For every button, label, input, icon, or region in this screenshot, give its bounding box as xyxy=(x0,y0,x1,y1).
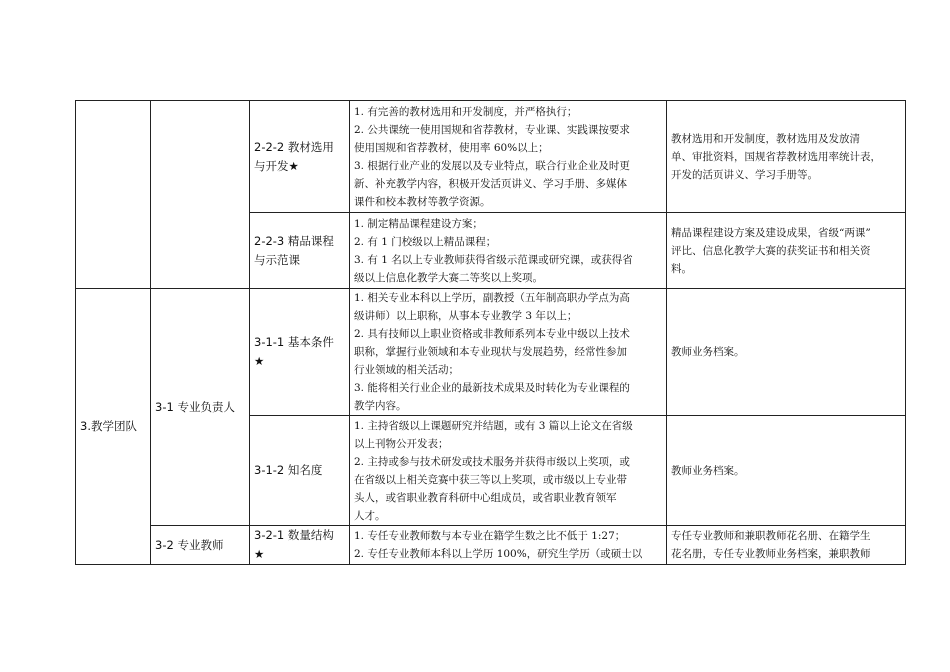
indicator-line: 2-2-2 教材选用 xyxy=(254,139,334,154)
standard-line: 使用国规和省荐教材，使用率 60%以上； xyxy=(354,141,549,154)
standard-line: 1. 主持省级以上课题研究并结题，或有 3 篇以上论文在省级 xyxy=(354,419,633,432)
table-row xyxy=(76,526,906,565)
standard-line: 头人，或省职业教育科研中心组成员，或省职业教育领军 xyxy=(354,491,617,504)
standard-line: 3. 能将相关行业企业的最新技术成果及时转化为专业课程的 xyxy=(354,382,630,394)
evidence-line: 花名册，专任专业教师业务档案，兼职教师 xyxy=(671,548,871,560)
standard-line: 1. 制定精品课程建设方案； xyxy=(354,217,483,230)
standard-line: 课件和校本教材等教学资源。 xyxy=(354,195,491,208)
evidence-line: 开发的活页讲义、学习手册等。 xyxy=(671,168,818,181)
standard-line: 3. 根据行业产业的发展以及专业特点，联合行业企业及时更 xyxy=(354,159,630,172)
evidence-line: 精品课程建设方案及建设成果，省级“两课” xyxy=(671,226,871,239)
secondary-indicator-cell: 3-1 专业负责人 xyxy=(151,289,250,526)
standard-line: 在省级以上相关竞赛中获三等以上奖项，或市级以上专业带 xyxy=(354,473,627,486)
indicator-line: 3-1-2 知名度 xyxy=(254,463,323,477)
table-row xyxy=(76,289,906,416)
standard-line: 1. 有完善的教材选用和开发制度，并严格执行； xyxy=(354,105,578,118)
evidence-line: 教材选用和开发制度，教材选用及发放清 xyxy=(671,132,860,145)
evidence-line: 单、审批资料，国规省荐教材选用率统计表， xyxy=(671,150,881,163)
standards-cell xyxy=(350,101,667,213)
evidence-cell xyxy=(667,416,906,526)
standard-line: 教学内容。 xyxy=(354,400,407,412)
standards-cell xyxy=(350,289,667,416)
indicator-line: 2-2-3 精品课程 xyxy=(254,233,334,248)
standard-line: 2. 主持或参与技术研发或技术服务并获得市级以上奖项，或 xyxy=(354,455,630,468)
indicator-line: 3-1-1 基本条件 xyxy=(254,335,334,349)
indicator-line: 与开发★ xyxy=(254,158,299,173)
standard-line: 新、补充教学内容，积极开发活页讲义、学习手册、多媒体 xyxy=(354,177,627,190)
standards-cell xyxy=(350,526,667,565)
standards-cell xyxy=(350,416,667,526)
evidence-cell xyxy=(667,213,906,289)
standard-line: 级以上信息化教学大赛二等奖以上奖项。 xyxy=(354,271,543,284)
secondary-indicator-cell xyxy=(151,101,250,289)
evidence-line: 专任专业教师和兼职教师花名册、在籍学生 xyxy=(671,530,871,542)
standard-line: 以上刊物公开发表； xyxy=(354,437,449,450)
standard-line: 2. 公共课统一使用国规和省荐教材，专业课、实践课按要求 xyxy=(354,123,630,136)
indicator-line: ★ xyxy=(254,547,265,561)
primary-indicator-cell xyxy=(76,101,151,289)
standard-line: 1. 专任专业教师数与本专业在籍学生数之比不低于 1:27； xyxy=(354,530,626,542)
standard-line: 行业领域的相关活动； xyxy=(354,364,459,376)
standard-line: 2. 有 1 门校级以上精品课程； xyxy=(354,235,497,248)
evidence-line: 教师业务档案。 xyxy=(671,346,745,358)
secondary-indicator-cell: 3-2 专业教师 xyxy=(151,526,250,565)
indicator-line: ★ xyxy=(254,354,265,368)
evidence-line: 教师业务档案。 xyxy=(671,464,745,477)
indicator-line: 与示范课 xyxy=(254,252,300,267)
indicator-cell xyxy=(250,416,350,526)
indicator-line: 3-2-1 数量结构 xyxy=(254,528,334,542)
evidence-cell xyxy=(667,526,906,565)
indicator-cell xyxy=(250,289,350,416)
standard-line: 1. 相关专业本科以上学历，副教授（五年制高职办学点为高 xyxy=(354,292,630,304)
primary-indicator-cell: 3.教学团队 xyxy=(76,289,151,565)
indicator-cell xyxy=(250,526,350,565)
indicator-cell xyxy=(250,101,350,213)
evidence-cell xyxy=(667,289,906,416)
standard-line: 3. 有 1 名以上专业教师获得省级示范课或研究课，或获得省 xyxy=(354,253,633,266)
indicator-cell xyxy=(250,213,350,289)
evaluation-table xyxy=(75,100,906,565)
standard-line: 级讲师）以上职称，从事本专业教学 3 年以上； xyxy=(354,310,578,322)
evidence-line: 评比、信息化教学大赛的获奖证书和相关资 xyxy=(671,244,871,257)
evidence-cell xyxy=(667,101,906,213)
evidence-line: 料。 xyxy=(671,262,692,275)
table-row xyxy=(76,101,906,213)
standard-line: 人才。 xyxy=(354,509,386,522)
standard-line: 2. 专任专业教师本科以上学历 100%，研究生学历（或硕士以 xyxy=(354,548,643,560)
standard-line: 2. 具有技师以上职业资格或非教师系列本专业中级以上技术 xyxy=(354,328,630,340)
standards-cell xyxy=(350,213,667,289)
standard-line: 职称，掌握行业领域和本专业现状与发展趋势，经常性参加 xyxy=(354,346,627,358)
